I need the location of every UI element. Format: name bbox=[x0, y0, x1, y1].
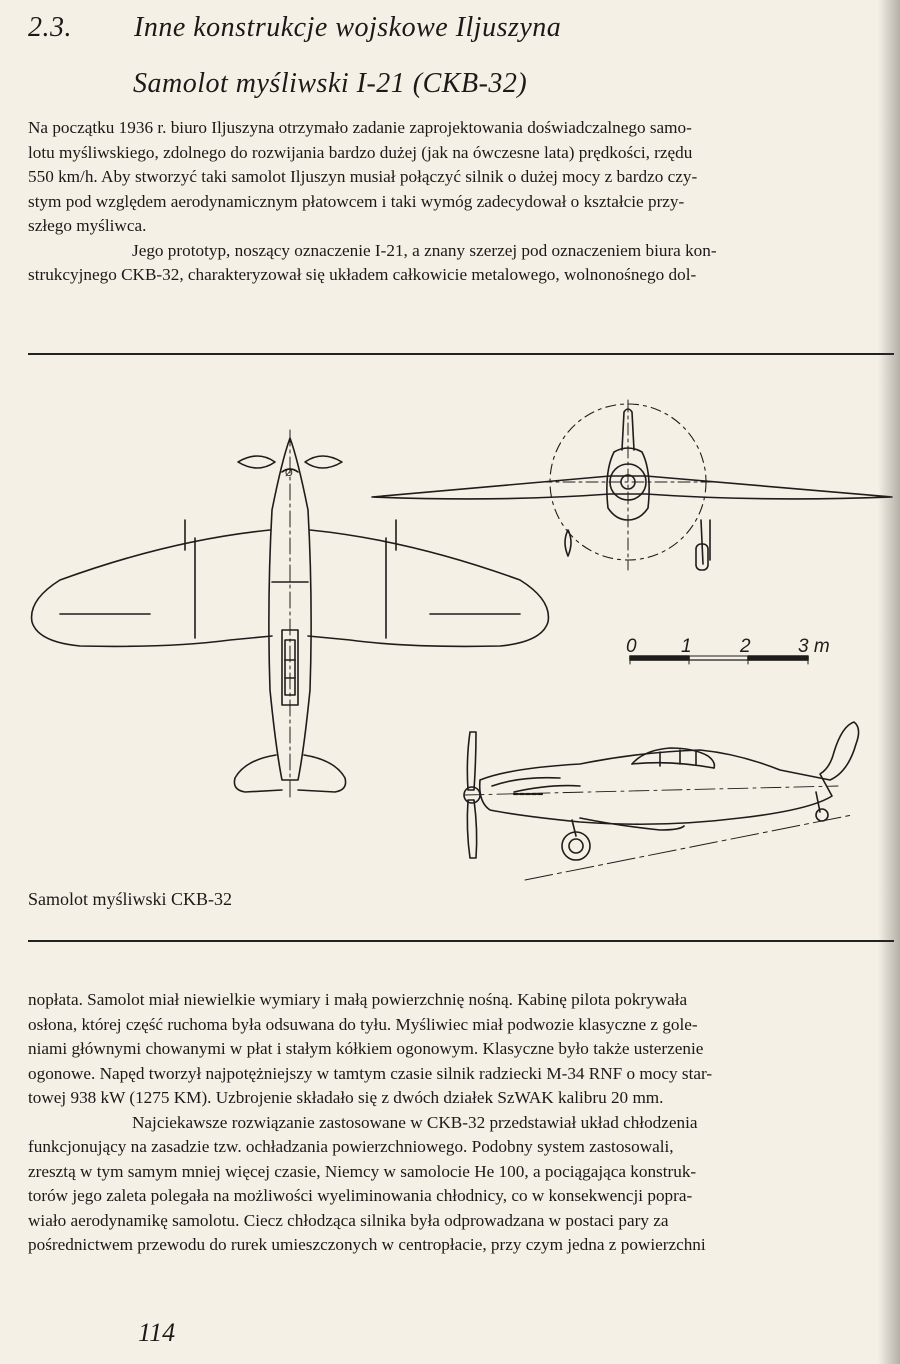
section-title: Inne konstrukcje wojskowe Iljuszyna bbox=[134, 12, 562, 43]
figure-caption: Samolot myśliwski CKB-32 bbox=[28, 889, 233, 909]
text-line: pośrednictwem przewodu do rurek umieszczonych w centropłacie, przy czym jedna z powierzchni bbox=[28, 1235, 706, 1254]
text-line: zresztą w tym samym mniej więcej czasie, Niemcy w samolocie He 100, a pociągająca konstruk- bbox=[28, 1161, 697, 1181]
top-rule bbox=[28, 353, 894, 355]
side-view-drawing bbox=[464, 722, 859, 880]
svg-text:Ø: Ø bbox=[285, 468, 293, 479]
text-line: nopłata. Samolot miał niewielkie wymiary i małą powierzchnię nośną. Kabinę pilota pokrywała bbox=[28, 990, 688, 1009]
text-line: torów jego zaleta polegała na możliwości wyeliminowania chłodnicy, co w konsekwencji popra- bbox=[28, 1186, 693, 1205]
text-block-top bbox=[28, 116, 894, 288]
scale-label-3: 3 m bbox=[798, 636, 830, 657]
page-number: 114 bbox=[138, 1318, 176, 1347]
scale-bar bbox=[630, 656, 808, 664]
text-line: 550 km/h. Aby stworzyć taki samolot Iljuszyn musiał połączyć silnik o dużej mocy z bardzo czy- bbox=[28, 167, 698, 186]
text-line: szłego myśliwca. bbox=[28, 216, 147, 235]
section-subtitle: Samolot myśliwski I-21 (CKB-32) bbox=[133, 68, 528, 99]
text-line: ogonowe. Napęd tworzył najpotężniejszy w tamtym czasie silnik radziecki M-34 RNF o mocy star- bbox=[28, 1063, 713, 1083]
scale-label-1: 1 bbox=[681, 636, 692, 657]
text-line: strukcyjnego CKB-32, charakteryzował się układem całkowicie metalowego, wolnonośnego dol- bbox=[28, 265, 697, 284]
text-line: Najciekawsze rozwiązanie zastosowane w CKB-32 przedstawiał układ chłodzenia bbox=[132, 1112, 698, 1132]
text-line: funkcjonujący na zasadzie tzw. ochładzania powierzchniowego. Podobny system zastosowali, bbox=[28, 1137, 674, 1156]
text-line: osłona, której część ruchoma była odsuwana do tyłu. Myśliwiec miał podwozie klasyczne z gole- bbox=[28, 1014, 698, 1034]
bottom-rule bbox=[28, 940, 894, 942]
section-number: 2.3. bbox=[28, 12, 72, 43]
text-line: Jego prototyp, noszący oznaczenie I-21, a znany szerzej pod oznaczeniem biura kon- bbox=[132, 240, 717, 260]
text-line: stym pod względem aerodynamicznym płatowcem i taki wymóg zadecydował o kształcie przy- bbox=[28, 191, 685, 211]
scale-label-2: 2 bbox=[740, 636, 751, 657]
text-line: wiało aerodynamikę samolotu. Ciecz chłodząca silnika była odprowadzana w postaci pary za bbox=[28, 1210, 669, 1230]
page-edge-shadow bbox=[878, 0, 900, 1364]
text-line: lotu myśliwskiego, zdolnego do rozwijania bardzo dużej (jak na ówczesne lata) prędkości, rzędu bbox=[28, 142, 693, 162]
text-line: towej 938 kW (1275 KM). Uzbrojenie składało się z dwóch działek SzWAK kalibru 20 mm. bbox=[28, 1088, 664, 1107]
scale-label-0: 0 bbox=[626, 636, 637, 657]
text-line: niami głównymi chowanymi w płat i stałym kółkiem ogonowym. Klasyczne było także usterzenie bbox=[28, 1039, 704, 1058]
front-view-drawing bbox=[372, 400, 892, 570]
text-line: Na początku 1936 r. biuro Iljuszyna otrzymało zadanie zaprojektowania doświadczalnego samo- bbox=[28, 118, 692, 137]
section-heading bbox=[28, 12, 888, 44]
text-block-bottom bbox=[28, 988, 894, 1258]
top-view-drawing bbox=[32, 430, 549, 800]
aircraft-drawing bbox=[20, 360, 894, 930]
